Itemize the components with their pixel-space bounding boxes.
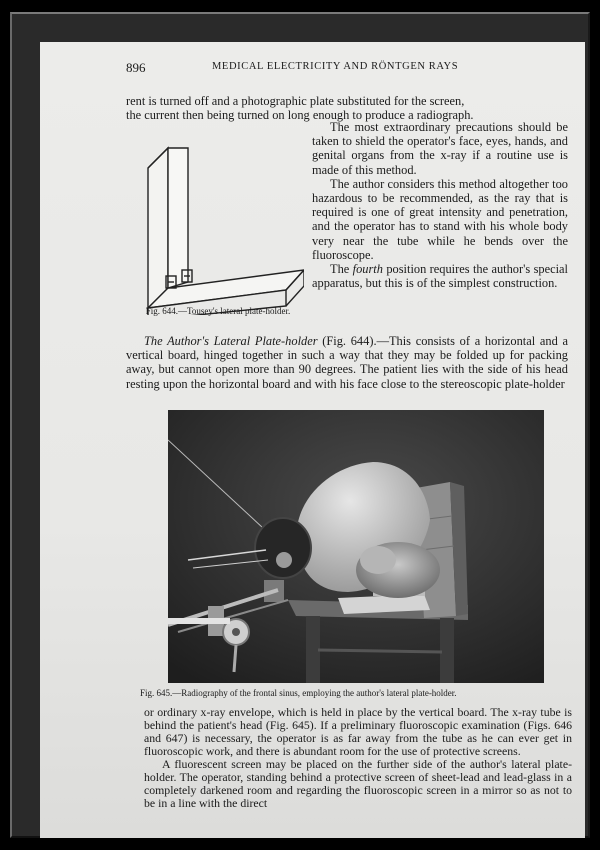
paragraph: The author considers this method altogether too hazardous to be recommended, as the ray that is required is one of great intensity and penetration, and the operator has to stand with his whole body very near the tube while he bends over the fluoroscope. — [312, 176, 568, 262]
intro-line: rent is turned off and a photographic plate substituted for the screen, — [126, 94, 465, 108]
paragraph: or ordinary x-ray envelope, which is held in place by the vertical board. The x-ray tube is behind the patient's head (Fig. 645). If a preliminary fluoroscopic examination (Figs. 646 and 647) is necessary, the operator is as far away from the tube as he can ever get in fluoroscopic work, and there is abundant room for the use of protective screens. — [144, 705, 572, 758]
figure-reference: (Fig. 644). — [322, 334, 377, 348]
section-heading: The Author's Lateral Plate-holder — [144, 334, 318, 348]
author-plate-holder-paragraph — [126, 334, 568, 391]
photo-frame — [10, 12, 590, 838]
paragraph: A fluorescent screen may be placed on the further side of the author's lateral plate-holder. The operator, standing behind a protective screen of sheet-lead and lead-glass in a completely darkened room and regarding the fluoroscopic screen in a mirror so as not to be in a line with the direct — [144, 757, 572, 810]
intro-text — [126, 94, 566, 122]
intro-line: the current then being turned on long enough to produce a radiograph. — [126, 108, 474, 123]
emphasis: fourth — [352, 262, 383, 277]
figure-645-caption: Fig. 645.—Radiography of the frontal sinus, employing the author's lateral plate-holder. — [140, 688, 457, 698]
bottom-text — [144, 706, 572, 810]
paragraph: The most extraordinary precautions should be taken to shield the operator's face, eyes, hands, and genital organs from the x-ray if a routine use is made of this method. — [312, 120, 568, 177]
paragraph-text: —This consists of a horizontal and a vertical board, hinged together in such a way that they may be folded up for packing away, but cannot open more than 90 degrees. The patient lies with the side of his head resting upon the horizontal board and with his face close to the stereoscopic plate-holder — [126, 334, 568, 391]
figure-644-caption: Fig. 644.—Tousey's lateral plate-holder. — [145, 306, 291, 316]
figure-645-photo — [168, 410, 544, 683]
paragraph — [312, 262, 568, 290]
figure-644-drawing — [138, 140, 304, 315]
running-header — [126, 60, 555, 76]
right-column-text — [312, 120, 568, 290]
book-page — [40, 42, 585, 838]
text-run: The — [330, 262, 350, 277]
running-title: MEDICAL ELECTRICITY AND RÖNTGEN RAYS — [212, 61, 459, 72]
text-run: position requires the author's special apparatus, but this is of the simplest construction. — [312, 262, 568, 291]
page-number: 896 — [126, 60, 146, 75]
